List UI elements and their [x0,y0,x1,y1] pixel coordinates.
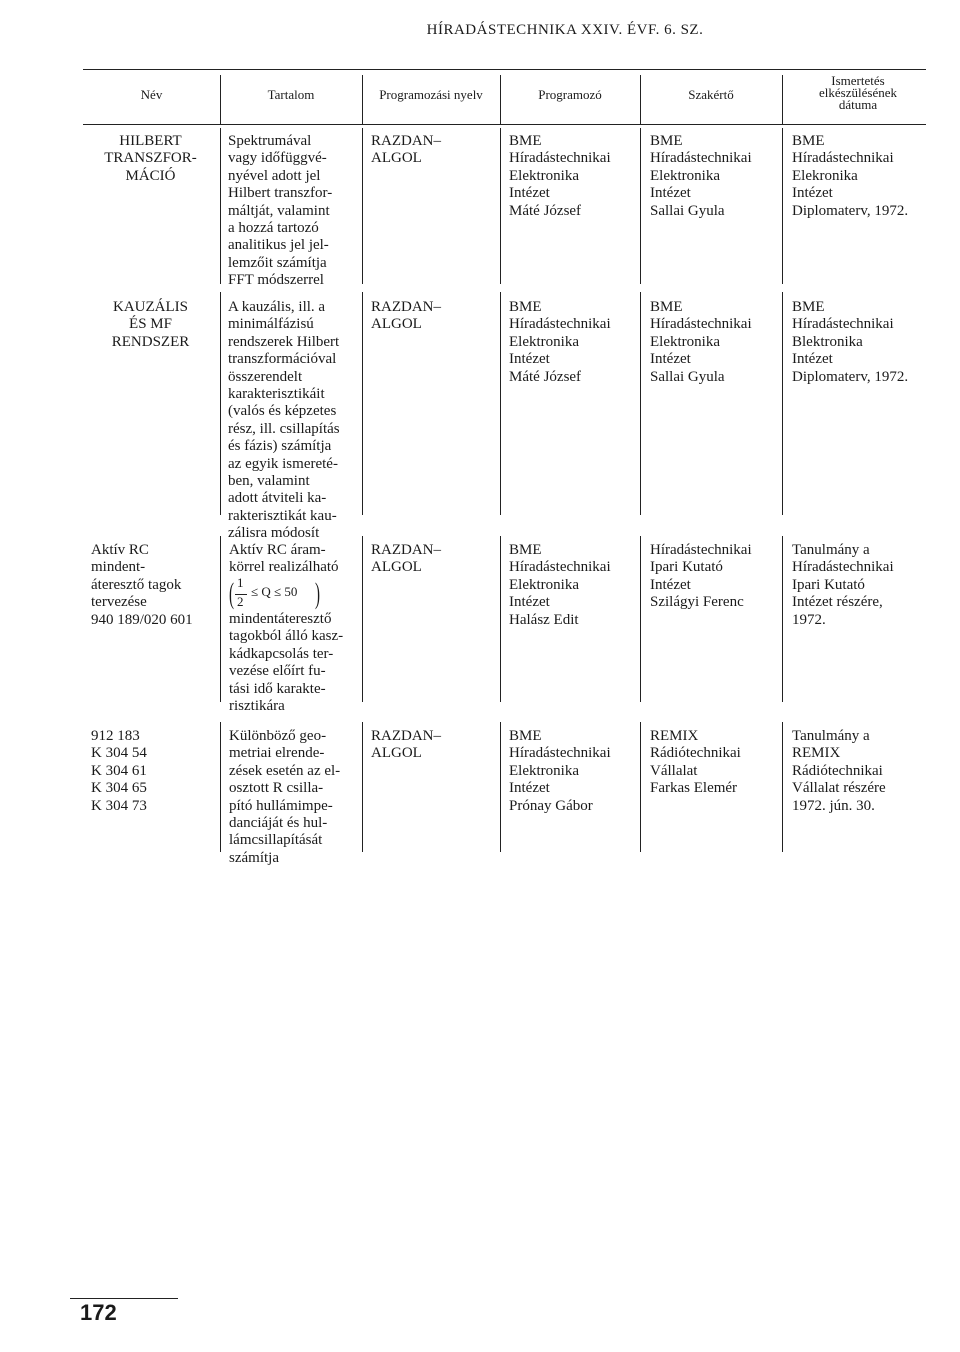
cell-programozo: BME Híradástechnikai Elektronika Intézet Prónay Gábor [509,728,611,814]
divider [500,722,501,852]
formula-denominator: 2 [237,594,244,609]
cell-szakerto: Híradástechnikai Ipari Kutató Intézet Szilágyi Ferenc [650,542,752,611]
header-bottom-rule [83,124,926,125]
divider [640,128,641,284]
divider [500,292,501,515]
divider [220,292,221,515]
column-header-szakerto: Szakértő [688,87,734,102]
divider [782,292,783,515]
formula-inequality: ≤ Q ≤ 50 [251,584,298,599]
cell-programozo: BME Híradástechnikai Elektronika Intézet Máté József [509,299,611,385]
cell-tartalom: Spektrumával vagy időfüggvé- nyével adott jel Hilbert transzfor- máltját, valamint a hozzá tartozó analitikus jel jel- lemzőit számítja FFT módszerrel [228,133,333,289]
formula-left-paren: ( [229,577,234,610]
cell-datum: Tanulmány a REMIX Rádiótechnikai Vállalat részére 1972. jún. 30. [792,728,886,814]
column-header-tartalom: Tartalom [267,87,315,102]
divider [782,722,783,852]
cell-tartalom-formula [229,577,359,611]
divider [220,722,221,852]
cell-datum: Tanulmány a Híradástechnikai Ipari Kutató Intézet részére, 1972. [792,542,894,628]
cell-programozo: BME Híradástechnikai Elektronika Intézet Máté József [509,133,611,219]
divider [220,536,221,702]
divider [220,128,221,284]
cell-nyelv: RAZDAN– ALGOL [371,728,441,762]
column-header-datum: Ismertetés elkészülésének dátuma [819,73,897,112]
formula-numerator: 1 [237,575,244,590]
divider [500,128,501,284]
divider [362,292,363,515]
cell-nyelv: RAZDAN– ALGOL [371,542,441,576]
cell-tartalom: mindentáteresztő tagokból álló kasz- kádkapcsolás ter- vezése előírt fu- tási idő karakte- risztikára [229,611,344,715]
cell-szakerto: REMIX Rádiótechnikai Vállalat Farkas Elemér [650,728,741,797]
cell-tartalom: Különböző geo- metriai elrende- zések esetén az el- osztott R csilla- pító hullámimpe- danciáját és hul- lámcsillapítását számítja [229,728,341,866]
divider [640,292,641,515]
cell-datum: BME Híradástechnikai Elekronika Intézet Diplomaterv, 1972. [792,133,909,219]
divider [782,536,783,702]
cell-szakerto: BME Híradástechnikai Elektronika Intézet Sallai Gyula [650,133,752,219]
cell-szakerto: BME Híradástechnikai Elektronika Intézet Sallai Gyula [650,299,752,385]
divider [362,536,363,702]
cell-nev: 912 183 K 304 54 K 304 61 K 304 65 K 304 73 [91,728,147,814]
running-head: HÍRADÁSTECHNIKA XXIV. ÉVF. 6. SZ. [426,22,704,38]
cell-nev: HILBERT TRANSZFOR- MÁCIÓ [104,133,197,184]
divider [782,128,783,284]
column-header-nev: Név [140,87,163,102]
cell-nyelv: RAZDAN– ALGOL [371,133,441,167]
divider [362,722,363,852]
cell-tartalom: A kauzális, ill. a minimálfázisú rendszerek Hilbert transzformációval összerendelt karakterisztikáit (valós és képzetes rész, ill. csillapítás és fázis) számítja az egyik ismereté- ben, valamint adott átviteli ka- rakterisztikát kau- zálisra módosít [228,299,340,542]
divider [640,722,641,852]
cell-nyelv: RAZDAN– ALGOL [371,299,441,333]
column-header-nyelv: Programozási nyelv [379,87,483,102]
cell-datum: BME Híradástechnikai Blektronika Intézet Diplomaterv, 1972. [792,299,909,385]
divider [640,536,641,702]
divider [500,536,501,702]
divider [362,128,363,284]
column-header-programozo: Programozó [538,87,602,102]
page-number: 172 [80,1300,117,1325]
cell-tartalom-intro: Aktív RC áram- körrel realizálható [229,542,339,576]
cell-nev: KAUZÁLIS ÉS MF RENDSZER [111,299,190,350]
cell-nev: Aktív RC mindent- áteresztő tagok tervezése 940 189/020 601 [91,542,193,628]
cell-programozo: BME Híradástechnikai Elektronika Intézet Halász Edit [509,542,611,628]
divider [782,75,783,125]
formula-right-paren: ) [315,577,320,610]
header-top-rule [83,69,926,70]
page-number-rule [70,1298,178,1299]
